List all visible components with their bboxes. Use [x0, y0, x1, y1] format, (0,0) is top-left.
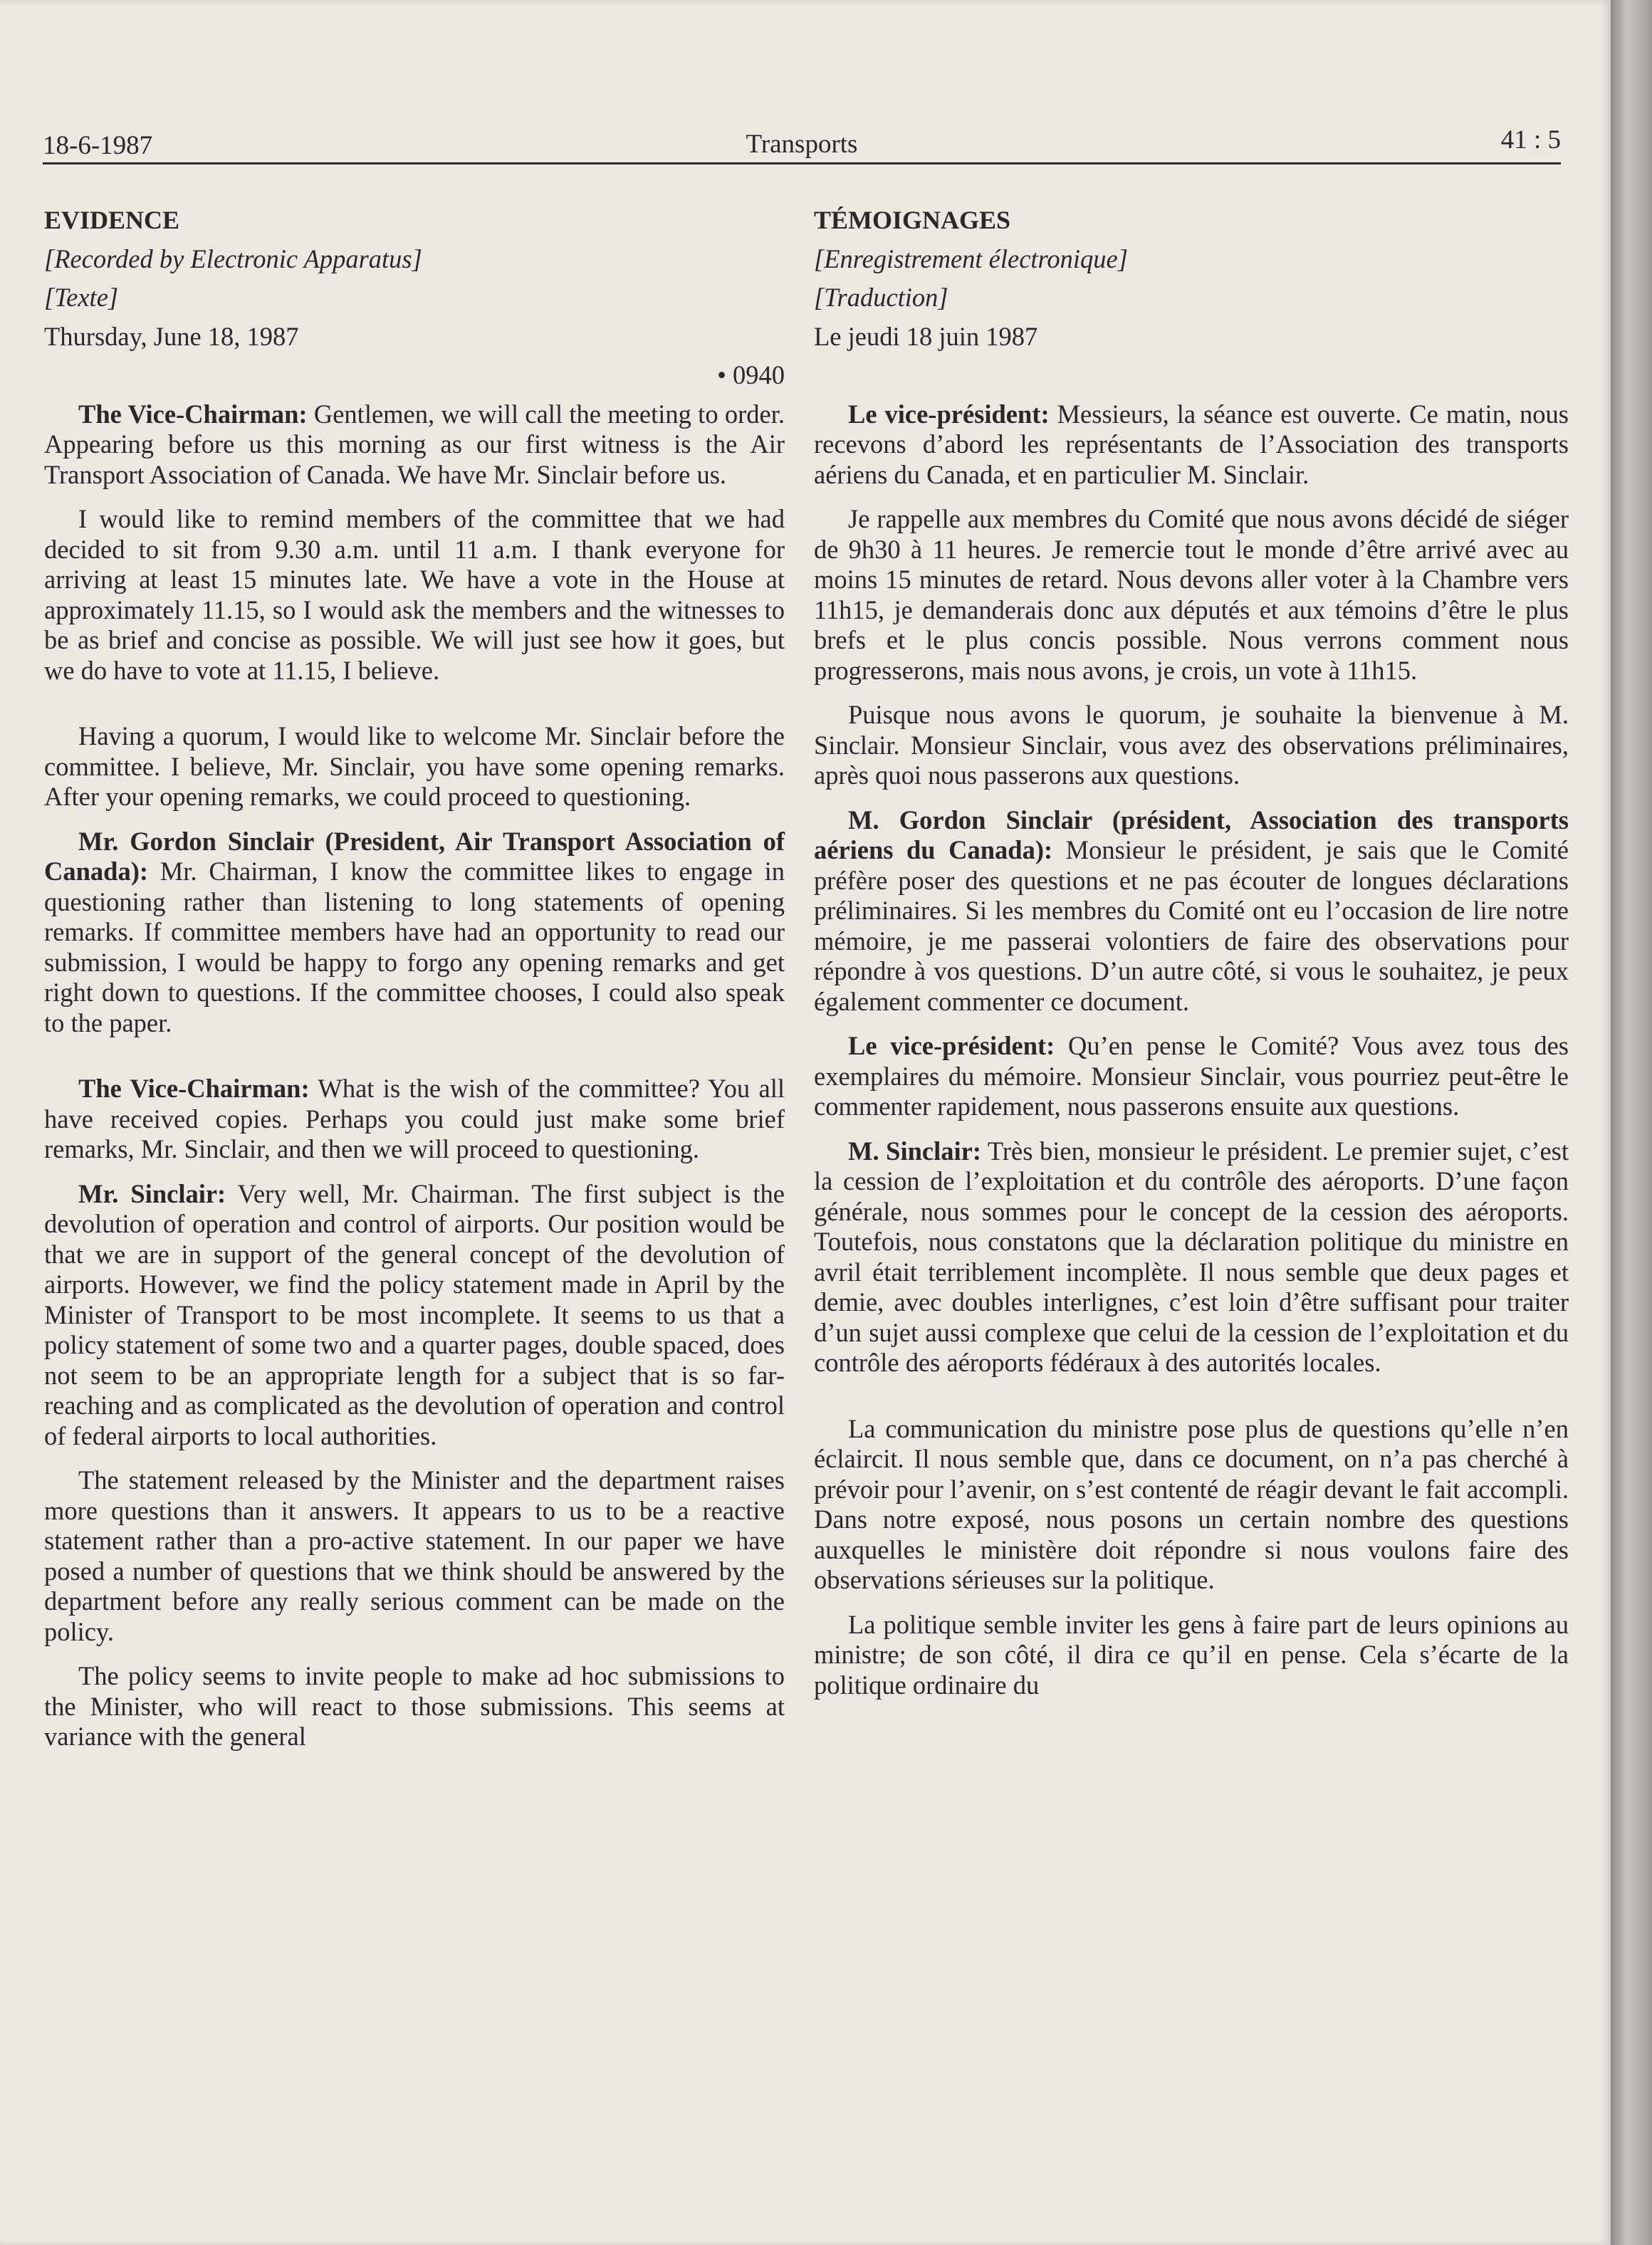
french-column — [814, 205, 1569, 1715]
paragraph: Mr. Gordon Sinclair (President, Air Transport Association of Canada): Mr. Chairman, I know the committee likes to engage in questioning rather than listening to long statements of opening remarks. If committee members have had an opportunity to read our submission, I would be happy to forgo any opening remarks and get right down to questions. If the committee chooses, I could also speak to the paper. — [44, 826, 785, 1037]
recording-note: [Recorded by Electronic Apparatus] — [44, 244, 422, 273]
paragraph: M. Sinclair: Très bien, monsieur le président. Le premier sujet, c’est la cession de l’exploitation et du contrôle des aéroports. D’une façon générale, nous sommes pour le concept de la cession des aéroports. Toutefois, nous constatons que la déclaration politique du ministre en avril était terriblement incomplète. Il nous semble que deux pages et demie, avec doubles interlignes, c’est loin d’être suffisant pour traiter d’un sujet aussi complexe que celui de la cession de l’exploitation et du contrôle des aéroports fédéraux à des autorités locales. — [814, 1136, 1569, 1377]
paragraph: La communication du ministre pose plus de questions qu’elle n’en éclaircit. Il nous semble que, dans ce document, on n’a pas cherché à prévoir pour l’avenir, on s’est contenté de réagir devant le fait accompli. Dans notre exposé, nous posons un certain nombre des questions auxquelles le ministère doit répondre si nous voulons faire des observations sérieuses sur la politique. — [814, 1413, 1569, 1594]
paragraph: M. Gordon Sinclair (président, Association des transports aériens du Canada): Monsieur le président, je sais que le Comité préfère poser des questions et ne pas écouter de longues déclarations préliminaires. Si les membres du Comité ont eu l’occasion de lire notre mémoire, je me passerai volontiers de faire des observations pour répondre à vos questions. D’un autre côté, si vous le souhaitez, je peux également commenter ce document. — [814, 805, 1569, 1016]
paragraph: The statement released by the Minister and the department raises more questions than it answers. It appears to us to be a reactive statement rather than a pro-active statement. In our paper we have posed a number of questions that we think should be answered by the department before any really serious comment can be made on the policy. — [44, 1465, 785, 1646]
speaker-name: M. Sinclair: — [848, 1136, 981, 1166]
time-reference-spacer — [814, 360, 1569, 391]
recording-note: [Enregistrement électronique] — [814, 244, 1128, 273]
binding-edge — [1611, 0, 1652, 2245]
running-header — [43, 125, 1561, 165]
paragraph: Mr. Sinclair: Very well, Mr. Chairman. The first subject is the devolution of operation and control of airports. Our position would be that we are in support of the general concept of the devolution of airports. However, we find the policy statement made in April by the Minister of Transport to be most incomplete. It seems to us that a policy statement of some two and a quarter pages, double spaced, does not seem to be an appropriate length for a subject that is so far-reaching and as complicated as the devolution of operation and control of federal airports to local authorities. — [44, 1178, 785, 1450]
date-line: Le jeudi 18 juin 1987 — [814, 321, 1038, 351]
header-date: 18-6-1987 — [43, 131, 153, 160]
paragraph: I would like to remind members of the committee that we had decided to sit from 9.30 a.m. until 11 a.m. I thank everyone for arriving at least 15 minutes late. We have a vote in the House at approximately 11.15, so I would ask the members and the witnesses to be as brief and concise as possible. We will just see how it goes, but we do have to vote at 11.15, I believe. — [44, 504, 785, 685]
speaker-name: The Vice-Chairman: — [78, 399, 308, 429]
header-title: Transports — [746, 130, 858, 159]
paragraph: Having a quorum, I would like to welcome Mr. Sinclair before the committee. I believe, Mr. Sinclair, you have some opening remarks. After your opening remarks, we could proceed to questioning. — [44, 721, 785, 811]
paragraph: Le vice-président: Messieurs, la séance est ouverte. Ce matin, nous recevons d’abord les représentants de l’Association des transports aériens du Canada, et en particulier M. Sinclair. — [814, 399, 1569, 489]
paragraph: Le vice-président: Qu’en pense le Comité? Vous avez tous des exemplaires du mémoire. Monsieur Sinclair, vous pourriez peut-être le commenter rapidement, nous passerons ensuite aux questions. — [814, 1031, 1569, 1121]
paragraph: The policy seems to invite people to make ad hoc submissions to the Minister, who will react to those submissions. This seems at variance with the general — [44, 1661, 785, 1751]
speaker-name: Mr. Gordon Sinclair (President, Air Transport Association of Canada): — [44, 826, 785, 886]
speaker-name: M. Gordon Sinclair (président, Association des transports aériens du Canada): — [814, 805, 1569, 864]
page-number: 41 : 5 — [1500, 125, 1561, 155]
section-heading: EVIDENCE — [44, 206, 180, 234]
paragraph: The Vice-Chairman: What is the wish of the committee? You all have received copies. Perhaps you could just make some brief remarks, Mr. Sinclair, and then we will proceed to questioning. — [44, 1074, 785, 1163]
paragraph: Puisque nous avons le quorum, je souhaite la bienvenue à M. Sinclair. Monsieur Sinclair, vous avez des observations préliminaires, après quoi nous passerons aux questions. — [814, 700, 1569, 790]
paragraph: Je rappelle aux membres du Comité que nous avons décidé de siéger de 9h30 à 11 heures. Je remercie tout le monde d’être arrivé avec au moins 15 minutes de retard. Nous devons aller voter à la Chambre vers 11h15, je demanderais donc aux députés et aux témoins d’être le plus brefs et le plus concis possible. Nous verrons comment nous progresserons, mais nous avons, je crois, un vote à 11h15. — [814, 504, 1569, 685]
time-reference: • 0940 — [717, 360, 785, 389]
date-line: Thursday, June 18, 1987 — [44, 321, 299, 351]
speaker-name: Mr. Sinclair: — [78, 1178, 226, 1208]
header-rule — [43, 162, 1561, 164]
translation-label: [Traduction] — [814, 283, 948, 312]
speaker-name: Le vice-président: — [848, 399, 1050, 429]
paragraph: The Vice-Chairman: Gentlemen, we will call the meeting to order. Appearing before us this morning as our first witness is the Air Transport Association of Canada. We have Mr. Sinclair before us. — [44, 399, 785, 489]
speaker-name: The Vice-Chairman: — [78, 1074, 310, 1103]
text-label: [Texte] — [44, 283, 119, 312]
paragraph: La politique semble inviter les gens à faire part de leurs opinions au ministre; de son côté, il dira ce qu’il en pense. Cela s’écarte de la politique ordinaire du — [814, 1609, 1569, 1700]
english-column — [44, 205, 785, 1767]
section-heading: TÉMOIGNAGES — [814, 206, 1011, 234]
speaker-name: Le vice-président: — [848, 1031, 1055, 1060]
